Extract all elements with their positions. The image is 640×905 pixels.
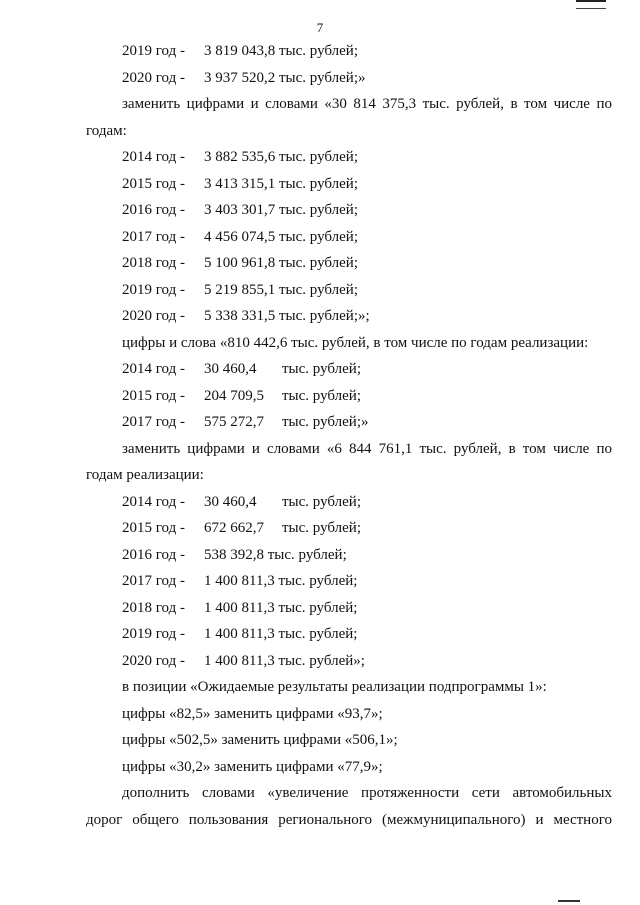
scan-corner-mark-bottom [558, 900, 580, 905]
year-amount: 3 403 301,7 тыс. рублей; [204, 202, 358, 218]
year-label: 2020 год - [122, 69, 185, 86]
year-label: 2017 год - [122, 228, 185, 245]
year-label: 2020 год - [122, 308, 185, 324]
year-label: 2014 год - [122, 361, 185, 377]
year-row [86, 409, 612, 436]
year-amount: 672 662,7 [204, 520, 264, 536]
year-row [86, 144, 612, 171]
year-label: 2019 год - [122, 281, 185, 298]
year-label: 2014 год - [122, 149, 185, 165]
paragraph-add-words-continued [86, 807, 612, 834]
paragraph-figure-change: цифры «502,5» заменить цифрами «506,1»; [122, 732, 398, 748]
year-row [86, 595, 612, 622]
year-row [86, 224, 612, 251]
paragraph-line: заменить цифрами и словами «6 844 761,1 тыс. рублей, в том числе по [122, 440, 612, 457]
year-row [86, 65, 612, 92]
year-label: 2016 год - [122, 546, 185, 563]
year-row [86, 383, 612, 410]
year-label: 2020 год - [122, 652, 185, 669]
year-unit: тыс. рублей;» [282, 414, 369, 430]
paragraph-replace-total [86, 91, 612, 118]
year-row [86, 250, 612, 277]
year-row [86, 489, 612, 516]
page-number: 7 [316, 20, 324, 35]
year-label: 2014 год - [122, 493, 185, 510]
year-label: 2018 год - [122, 255, 185, 271]
year-unit: тыс. рублей; [282, 493, 361, 510]
paragraph-line: дорог общего пользования регионального (межмуниципального) и местного [86, 811, 612, 828]
year-label: 2018 год - [122, 599, 185, 616]
year-label: 2015 год - [122, 387, 185, 404]
year-label: 2016 год - [122, 202, 185, 218]
year-amount: 3 819 043,8 тыс. рублей; [204, 43, 358, 59]
year-unit: тыс. рублей; [282, 361, 361, 377]
year-unit: тыс. рублей; [282, 387, 361, 404]
paragraph-figure-change: цифры «82,5» заменить цифрами «93,7»; [122, 705, 383, 722]
paragraph-line: дополнить словами «увеличение протяженности сети автомобильных [122, 785, 612, 801]
year-amount: 30 460,4 [204, 493, 257, 510]
paragraph-replace-figures [86, 436, 612, 463]
year-row [86, 356, 612, 383]
year-amount: 1 400 811,3 тыс. рублей; [204, 599, 358, 616]
year-row [86, 568, 612, 595]
paragraph-add-words [86, 780, 612, 807]
year-amount: 5 219 855,1 тыс. рублей; [204, 281, 358, 298]
year-amount: 1 400 811,3 тыс. рублей; [204, 626, 358, 642]
year-amount: 204 709,5 [204, 387, 264, 404]
scan-corner-mark-top [576, 0, 606, 9]
year-row [86, 171, 612, 198]
year-amount: 5 338 331,5 тыс. рублей;»; [204, 308, 370, 324]
year-amount: 5 100 961,8 тыс. рублей; [204, 255, 358, 271]
year-row [86, 621, 612, 648]
year-amount: 3 882 535,6 тыс. рублей; [204, 149, 358, 165]
year-row [86, 515, 612, 542]
year-label: 2019 год - [122, 43, 185, 59]
year-row [86, 303, 612, 330]
year-row [86, 38, 612, 65]
year-amount: 30 460,4 [204, 361, 257, 377]
paragraph-expected-results: в позиции «Ожидаемые результаты реализации подпрограммы 1»: [122, 679, 547, 695]
year-row [86, 197, 612, 224]
year-amount: 3 413 315,1 тыс. рублей; [204, 175, 358, 192]
year-row [86, 277, 612, 304]
document-body [86, 38, 612, 833]
paragraph-figure-change: цифры «30,2» заменить цифрами «77,9»; [122, 758, 383, 775]
year-label: 2017 год - [122, 573, 185, 589]
year-label: 2015 год - [122, 175, 185, 192]
paragraph-line: заменить цифрами и словами «30 814 375,3 тыс. рублей, в том числе по [122, 96, 612, 112]
year-label: 2019 год - [122, 626, 185, 642]
year-label: 2015 год - [122, 520, 185, 536]
year-amount: 575 272,7 [204, 414, 264, 430]
year-amount: 538 392,8 тыс. рублей; [204, 546, 347, 563]
year-amount: 3 937 520,2 тыс. рублей;» [204, 69, 366, 86]
year-unit: тыс. рублей; [282, 520, 361, 536]
year-amount: 1 400 811,3 тыс. рублей; [204, 573, 358, 589]
year-row [86, 542, 612, 569]
year-amount: 1 400 811,3 тыс. рублей»; [204, 652, 365, 669]
year-amount: 4 456 074,5 тыс. рублей; [204, 228, 358, 245]
paragraph-figures-words: цифры и слова «810 442,6 тыс. рублей, в том числе по годам реализации: [122, 334, 589, 351]
paragraph-line: годам: [86, 122, 127, 139]
year-label: 2017 год - [122, 414, 185, 430]
paragraph-line: годам реализации: [86, 467, 204, 483]
year-row [86, 648, 612, 675]
